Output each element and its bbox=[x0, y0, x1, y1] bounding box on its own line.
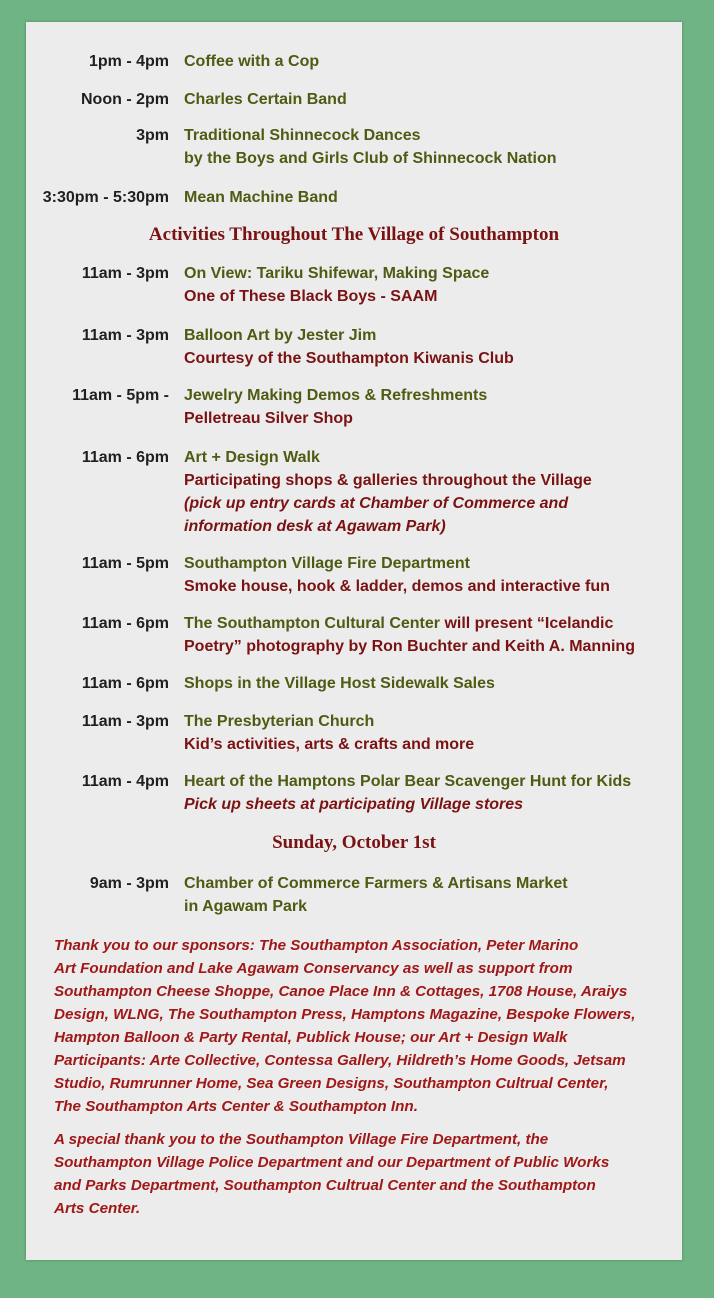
entry-title: Heart of the Hamptons Polar Bear Scavenger Hunt for Kids bbox=[184, 773, 632, 790]
entry-note: (pick up entry cards at Chamber of Commerce and bbox=[184, 495, 569, 512]
entry-title: Jewelry Making Demos & Refreshments bbox=[184, 387, 488, 404]
entry-time: 11am - 5pm bbox=[81, 555, 169, 572]
entry-time: 11am - 5pm - bbox=[72, 387, 169, 404]
entry-title: The Presbyterian Church bbox=[184, 713, 375, 730]
special-thanks: A special thank you to the Southampton Village Fire Department, the Southampton Village Police Department and our Department of Public Works and Parks Department, Southampton Cultrual Center and the Southampton Arts Center. bbox=[54, 1131, 610, 1217]
entry-title: The Southampton Cultural Center bbox=[184, 615, 440, 632]
entry-time: 1pm - 4pm bbox=[88, 53, 169, 70]
entry-subtitle: Smoke house, hook & ladder, demos and interactive fun bbox=[184, 578, 610, 595]
entry-title: Coffee with a Cop bbox=[184, 53, 320, 70]
entry-subtitle: One of These Black Boys - SAAM bbox=[184, 288, 438, 305]
entry-time: 11am - 6pm bbox=[81, 675, 169, 692]
entry-title: On View: Tariku Shifewar, Making Space bbox=[184, 265, 490, 282]
entry-time: 11am - 4pm bbox=[81, 773, 169, 790]
entry-title: Chamber of Commerce Farmers & Artisans Market bbox=[184, 875, 568, 892]
entry-subtitle: Poetry” photography by Ron Buchter and Keith A. Manning bbox=[184, 638, 635, 655]
entry-subtitle: Courtesy of the Southampton Kiwanis Club bbox=[184, 350, 514, 367]
entry-subtitle: Kid’s activities, arts & crafts and more bbox=[184, 736, 475, 753]
entry-subtitle: Pelletreau Silver Shop bbox=[184, 410, 353, 427]
entry-note: information desk at Agawam Park) bbox=[184, 518, 446, 535]
entry-subtitle: by the Boys and Girls Club of Shinnecock Nation bbox=[184, 150, 557, 167]
entry-title: Charles Certain Band bbox=[184, 91, 347, 108]
entry-time: 11am - 3pm bbox=[81, 713, 169, 730]
entry-note: Pick up sheets at participating Village stores bbox=[184, 796, 524, 813]
sunday-heading: Sunday, October 1st bbox=[272, 832, 436, 853]
entry-time: 9am - 3pm bbox=[89, 875, 169, 892]
program-card bbox=[26, 22, 682, 1260]
entry-time: 11am - 6pm bbox=[81, 615, 169, 632]
entry-time: 3:30pm - 5:30pm bbox=[42, 189, 169, 206]
entry-time: 11am - 6pm bbox=[81, 449, 169, 466]
entry-time: Noon - 2pm bbox=[81, 91, 169, 108]
entry-title: Mean Machine Band bbox=[184, 189, 338, 206]
entry-subtitle: Participating shops & galleries throughout the Village bbox=[184, 472, 592, 489]
entry-subtitle: in Agawam Park bbox=[184, 898, 308, 915]
entry-title: Art + Design Walk bbox=[184, 449, 320, 466]
sponsors-thanks: Thank you to our sponsors: The Southampton Association, Peter Marino Art Foundation and Lake Agawam Conservancy as well as support from Southampton Cheese Shoppe, Canoe Place Inn & Cottages, 1708 House, Araiys Design, WLNG, The Southampton Press, Hamptons Magazine, Bespoke Flowers, Hampton Balloon & Party Rental, Publick House; our Art + Design Walk Participants: Arte Collective, Contessa Gallery, Hildreth’s Home Goods, Jetsam Studio, Rumrunner Home, Sea Green Designs, Southampton Cultrual Center, The Southampton Arts Center & Southampton Inn. bbox=[54, 937, 636, 1115]
entry-title-rest: will present “Icelandic bbox=[440, 615, 614, 632]
entry-title: Shops in the Village Host Sidewalk Sales bbox=[184, 675, 495, 692]
entry-title: Balloon Art by Jester Jim bbox=[184, 327, 377, 344]
entry-title: Southampton Village Fire Department bbox=[184, 555, 470, 572]
entry-time: 11am - 3pm bbox=[81, 327, 169, 344]
entry-time: 3pm bbox=[136, 127, 169, 144]
entry-time: 11am - 3pm bbox=[81, 265, 169, 282]
entry-title: Traditional Shinnecock Dances bbox=[184, 127, 421, 144]
section-heading: Activities Throughout The Village of Southampton bbox=[148, 224, 560, 245]
